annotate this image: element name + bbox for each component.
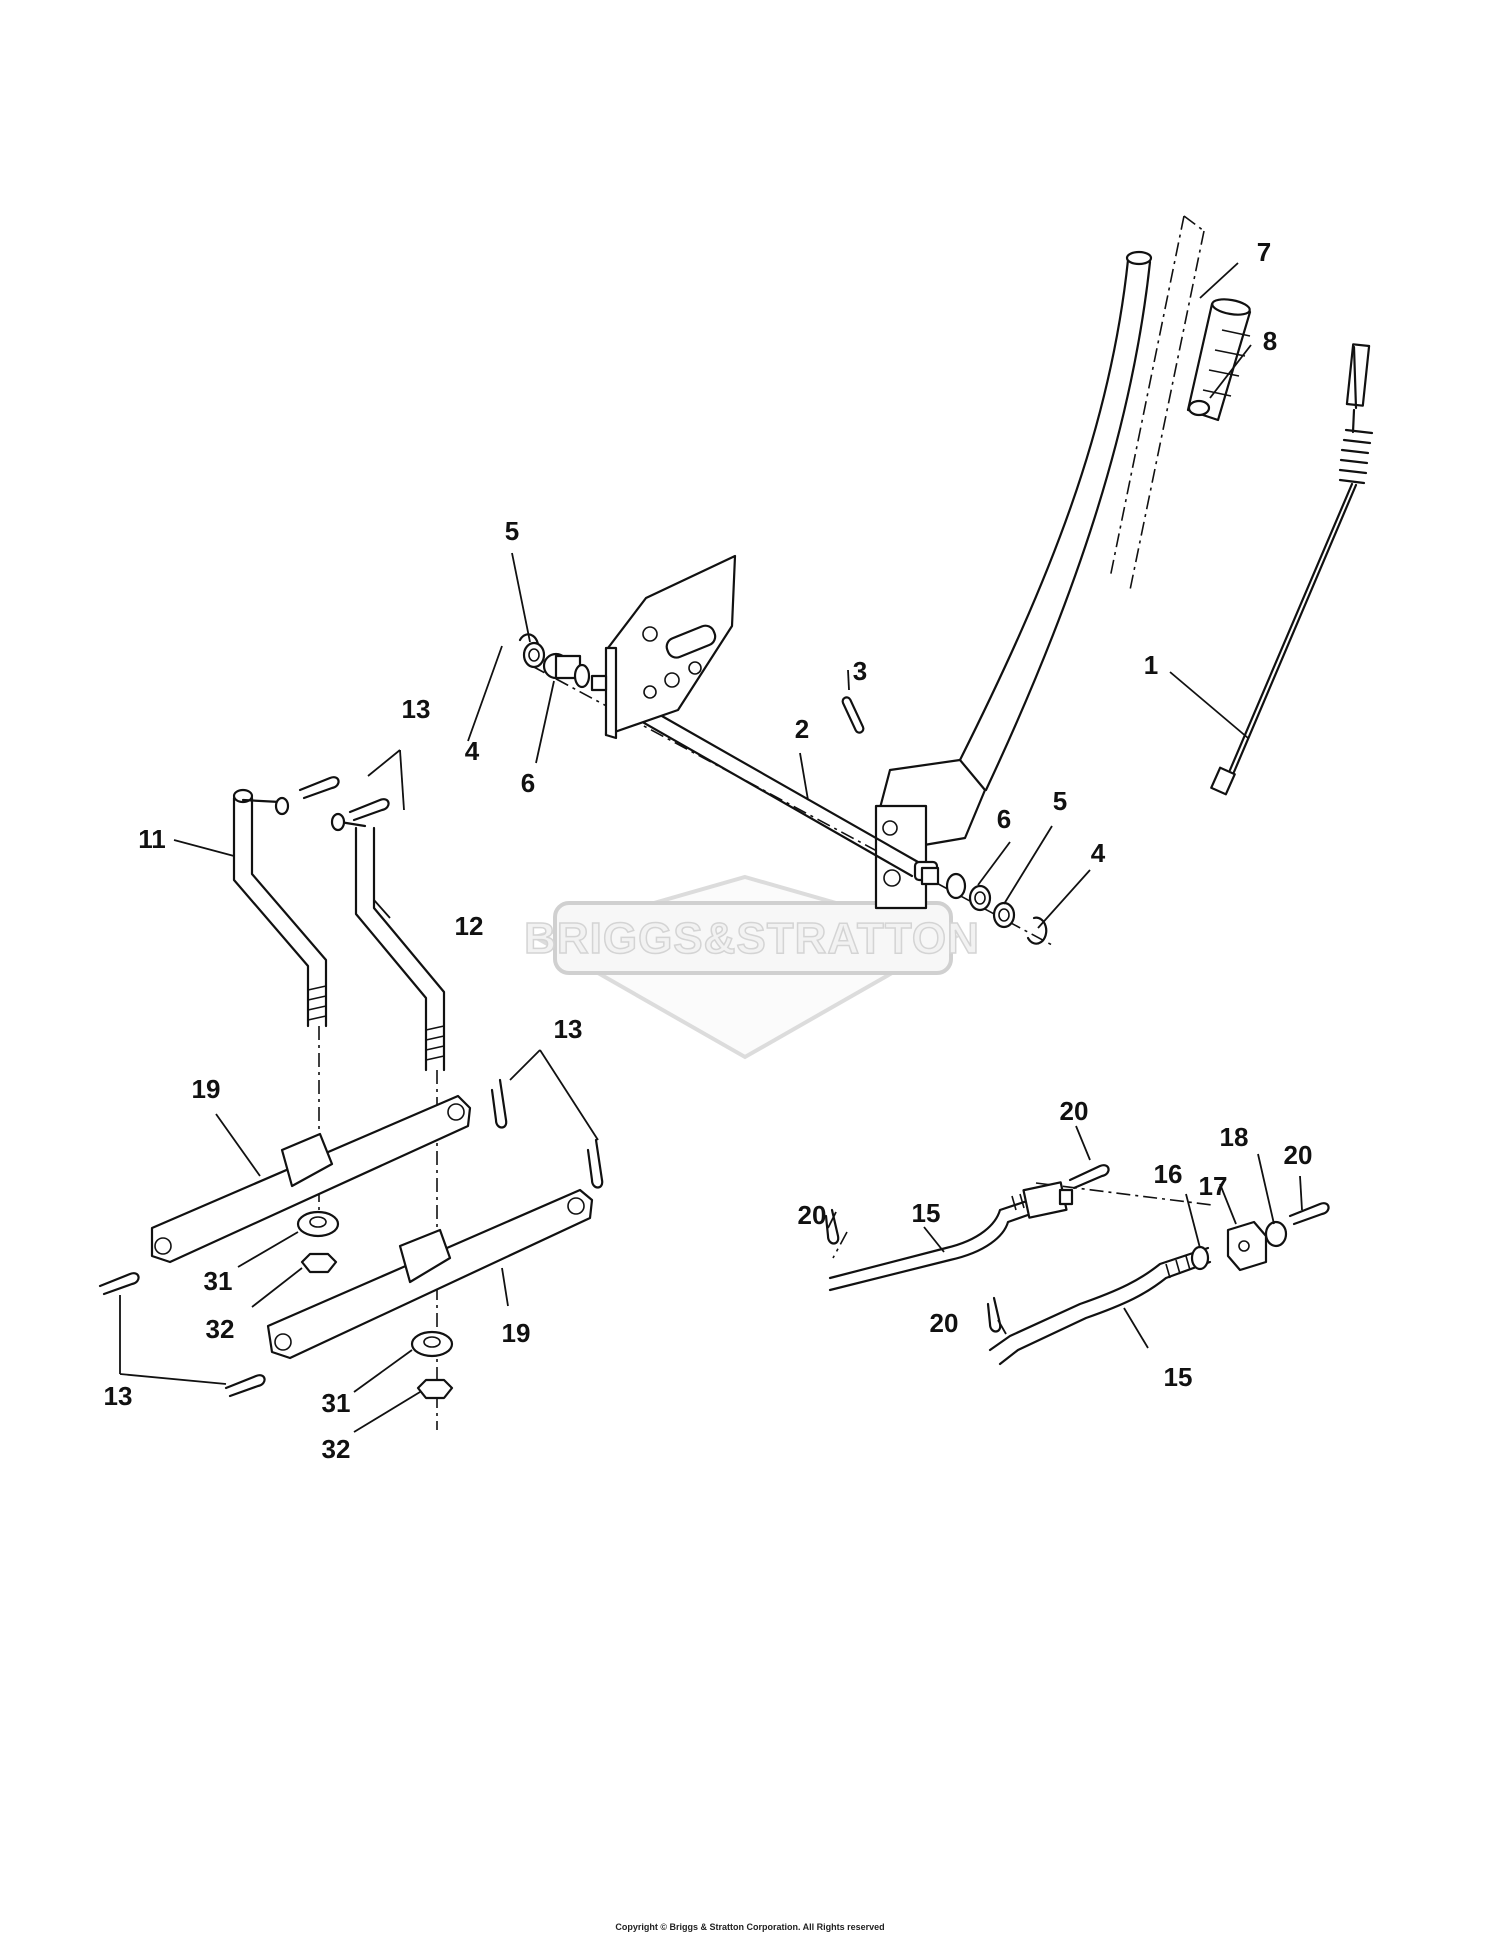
part-3-roll-pin: [841, 696, 864, 734]
label-part-13-top: 13: [401, 694, 431, 724]
label-part-8: 8: [1262, 326, 1278, 356]
lift-mounting-plate: [606, 556, 735, 738]
part-16-washer: [1192, 1247, 1208, 1269]
label-part-32-lower: 32: [321, 1434, 351, 1464]
part-32-nut-upper: [302, 1254, 336, 1272]
label-part-18: 18: [1219, 1122, 1249, 1152]
label-part-31-lower: 31: [321, 1388, 351, 1418]
label-part-7: 7: [1256, 237, 1272, 267]
label-part-5-left: 5: [504, 516, 520, 546]
part-17-block: [1228, 1222, 1266, 1270]
label-part-1: 1: [1143, 650, 1159, 680]
lift-lever-handle: [876, 252, 1151, 908]
label-part-3: 3: [852, 656, 868, 686]
label-part-32-upper: 32: [205, 1314, 235, 1344]
copyright-notice: Copyright © Briggs & Stratton Corporation. All Rights reserved: [615, 1922, 885, 1932]
part-8-grip-cap: [1189, 401, 1209, 415]
label-part-20-right: 20: [1283, 1140, 1313, 1170]
label-part-17: 17: [1198, 1171, 1228, 1201]
label-part-15-upper: 15: [911, 1198, 941, 1228]
label-part-20-lower: 20: [929, 1308, 959, 1338]
label-part-19-upper: 19: [191, 1074, 221, 1104]
label-part-6-right: 6: [996, 804, 1012, 834]
label-part-5-right: 5: [1052, 786, 1068, 816]
part-15-lower-adjust-rod: [990, 1248, 1210, 1364]
part-12-right-lift-link: [332, 814, 444, 1070]
part-31-spacer-upper: [298, 1212, 338, 1236]
part-15-upper-adjust-rod: [830, 1182, 1072, 1290]
label-part-20-top: 20: [1059, 1096, 1089, 1126]
part-number-labels: [104, 237, 1313, 1464]
label-part-4-left: 4: [464, 736, 480, 766]
label-part-11: 11: [138, 824, 166, 854]
label-part-12: 12: [454, 911, 484, 941]
left-retaining-hardware: [520, 634, 606, 690]
watermark-brand-text: BRIGGS&STRATTON: [524, 914, 980, 963]
label-part-13-right: 13: [553, 1014, 583, 1044]
label-part-2: 2: [794, 714, 810, 744]
label-part-31-upper: 31: [203, 1266, 233, 1296]
label-part-19-lower: 19: [501, 1318, 531, 1348]
label-part-20-left: 20: [797, 1200, 827, 1230]
part-32-nut-lower: [418, 1380, 452, 1398]
part-31-spacer-lower: [412, 1332, 452, 1356]
label-part-13-bottom: 13: [103, 1381, 133, 1411]
part-18-nut: [1266, 1222, 1286, 1246]
label-part-4-right: 4: [1090, 838, 1106, 868]
label-part-16: 16: [1153, 1159, 1183, 1189]
label-part-15-lower: 15: [1163, 1362, 1193, 1392]
label-part-6-left: 6: [520, 768, 536, 798]
part-11-left-lift-link: [234, 790, 326, 1026]
callout-leader-lines: [120, 263, 1302, 1432]
